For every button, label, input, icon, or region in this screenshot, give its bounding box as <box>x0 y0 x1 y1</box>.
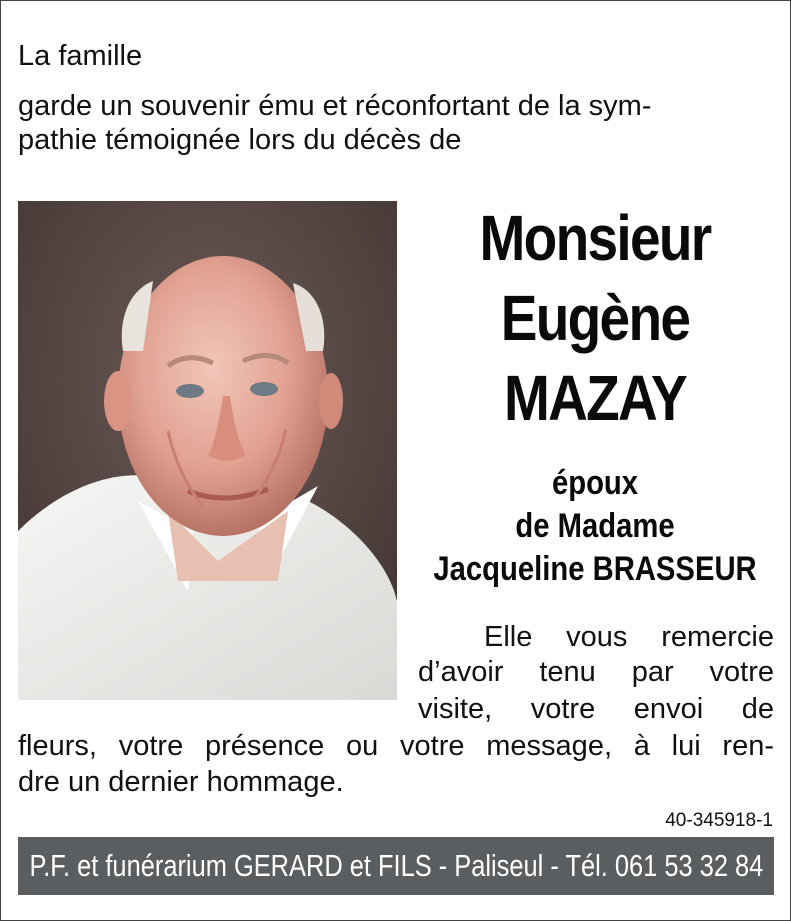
funeral-home-banner <box>18 837 774 895</box>
intro-line-3: pathie témoignée lors du décès de <box>18 124 462 156</box>
portrait-photo <box>18 201 397 700</box>
deceased-last-name: MAZAY <box>503 362 687 434</box>
intro-line-1: La famille <box>18 40 143 72</box>
reference-number: 40-345918-1 <box>665 810 773 831</box>
thanks-line-2: d’avoir tenu par votre <box>418 656 774 688</box>
thanks-line-5: dre un dernier hommage. <box>18 766 344 798</box>
funeral-home-text: P.F. et funérarium GERARD et FILS - Paliseul - Tél. 061 53 32 84 <box>29 848 763 883</box>
spouse-info <box>400 462 790 591</box>
deceased-title: Monsieur <box>479 202 711 274</box>
deceased-name <box>400 198 790 438</box>
thanks-line-3: visite, votre envoi de <box>418 693 774 725</box>
relation-line-1: époux <box>551 464 639 502</box>
thanks-line-4: fleurs, votre présence ou votre message, à lui ren- <box>18 730 774 762</box>
thanks-line-1: Elle vous remercie <box>484 621 774 653</box>
relation-line-3: Jacqueline BRASSEUR <box>433 550 757 588</box>
relation-line-2: de Madame <box>515 507 675 545</box>
intro-line-2: garde un souvenir ému et réconfortant de la sym- <box>18 90 652 122</box>
deceased-first-name: Eugène <box>500 282 690 354</box>
